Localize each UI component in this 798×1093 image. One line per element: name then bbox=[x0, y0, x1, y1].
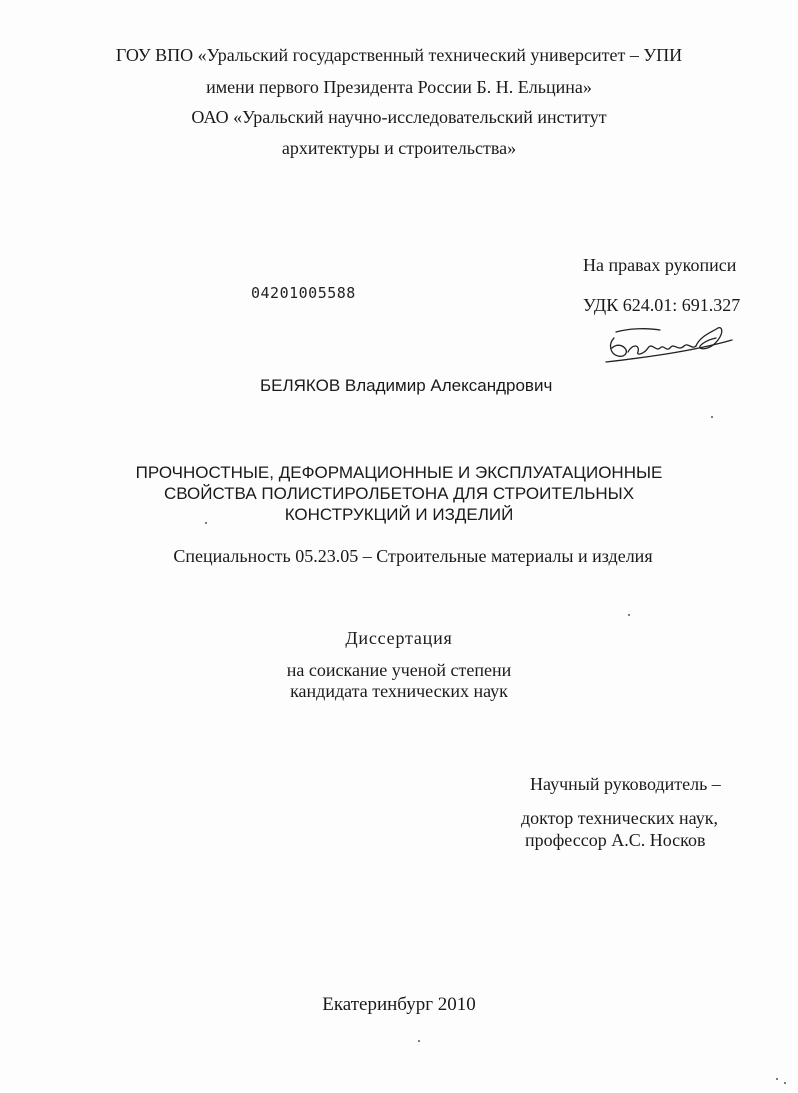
inventory-number: 04201005588 bbox=[251, 284, 356, 302]
scan-speck bbox=[418, 1040, 420, 1042]
institution-line-3: ОАО «Уральский научно-исследовательский институт bbox=[191, 107, 607, 127]
scan-speck bbox=[205, 522, 207, 524]
specialty: Специальность 05.23.05 – Строительные материалы и изделия bbox=[173, 546, 653, 566]
supervisor-label: Научный руководитель – bbox=[530, 774, 721, 794]
institution-line-2: имени первого Президента России Б. Н. Ельцина» bbox=[206, 77, 592, 97]
scan-speck bbox=[784, 1082, 786, 1084]
dissertation-title-line-2: СВОЙСТВА ПОЛИСТИРОЛБЕТОНА ДЛЯ СТРОИТЕЛЬНЫХ bbox=[163, 484, 635, 503]
manuscript-note: На правах рукописи bbox=[583, 255, 737, 275]
scan-speck bbox=[776, 1078, 778, 1080]
dissertation-title-line-3: КОНСТРУКЦИЙ И ИЗДЕЛИЙ bbox=[284, 505, 514, 524]
scan-speck bbox=[711, 416, 713, 418]
author-signature bbox=[600, 318, 740, 366]
city-year: Екатеринбург 2010 bbox=[322, 994, 476, 1015]
supervisor-name: профессор А.С. Носков bbox=[525, 830, 706, 850]
scan-speck bbox=[628, 614, 630, 616]
supervisor-degree: доктор технических наук, bbox=[521, 808, 718, 828]
work-type-label: Диссертация bbox=[345, 628, 453, 648]
degree-line-2: кандидата технических наук bbox=[290, 681, 508, 701]
dissertation-title-line-1: ПРОЧНОСТНЫЕ, ДЕФОРМАЦИОННЫЕ И ЭКСПЛУАТАЦИОННЫЕ bbox=[135, 463, 663, 482]
udc-code: УДК 624.01: 691.327 bbox=[583, 295, 741, 315]
author-name: БЕЛЯКОВ Владимир Александрович bbox=[260, 376, 553, 395]
degree-line-1: на соискание ученой степени bbox=[286, 660, 512, 680]
institution-line-4: архитектуры и строительства» bbox=[281, 138, 517, 158]
institution-line-1: ГОУ ВПО «Уральский государственный технический университет – УПИ bbox=[115, 45, 683, 65]
